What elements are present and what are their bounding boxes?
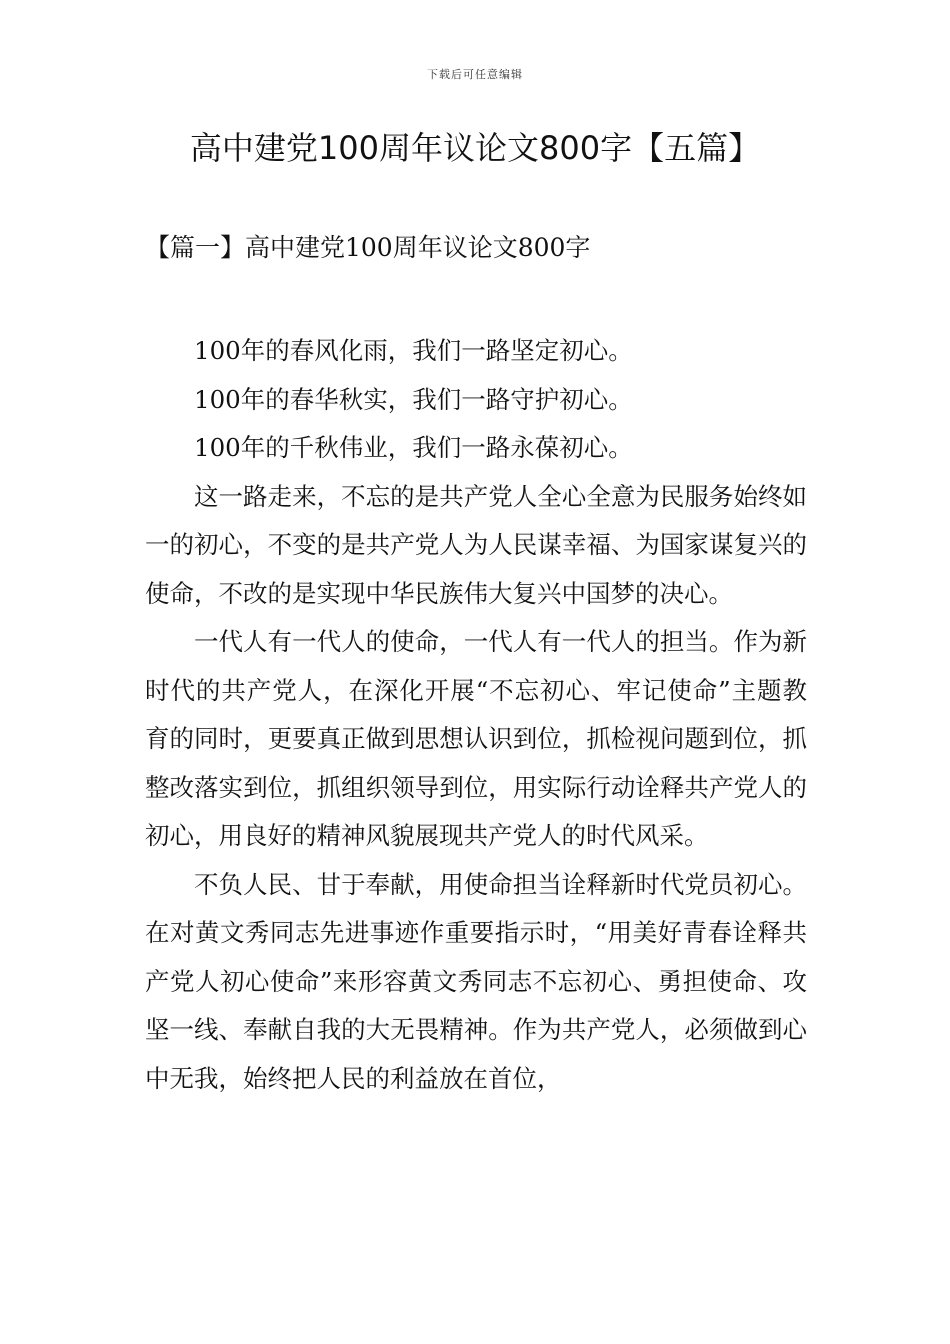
header-note: 下载后可任意编辑 — [427, 68, 523, 81]
article-body — [145, 327, 807, 1103]
paragraph: 100年的千秋伟业，我们一路永葆初心。 — [194, 433, 633, 462]
section-heading: 【篇一】高中建党100周年议论文800字 — [145, 233, 591, 262]
paragraph: 100年的春风化雨，我们一路坚定初心。 — [194, 336, 633, 365]
document-title: 高中建党100周年议论文800字【五篇】 — [189, 129, 761, 167]
paragraph: 一代人有一代人的使命，一代人有一代人的担当。作为新时代的共产党人，在深化开展“不忘初心、牢记使命”主题教育的同时，更要真正做到思想认识到位，抓检视问题到位，抓整改落实到位，抓组织领导到位，用实际行动诠释共产党人的初心，用良好的精神风貌展现共产党人的时代风采。 — [145, 627, 807, 850]
paragraph: 不负人民、甘于奉献，用使命担当诠释新时代党员初心。在对黄文秀同志先进事迹作重要指示时，“用美好青春诠释共产党人初心使命”来形容黄文秀同志不忘初心、勇担使命、攻坚一线、奉献自我的大无畏精神。作为共产党人，必须做到心中无我，始终把人民的利益放在首位， — [145, 869, 807, 1093]
paragraph: 100年的春华秋实，我们一路守护初心。 — [194, 384, 633, 414]
paragraph: 这一路走来，不忘的是共产党人全心全意为民服务始终如一的初心，不变的是共产党人为人民谋幸福、为国家谋复兴的使命，不改的是实现中华民族伟大复兴中国梦的决心。 — [145, 481, 807, 608]
